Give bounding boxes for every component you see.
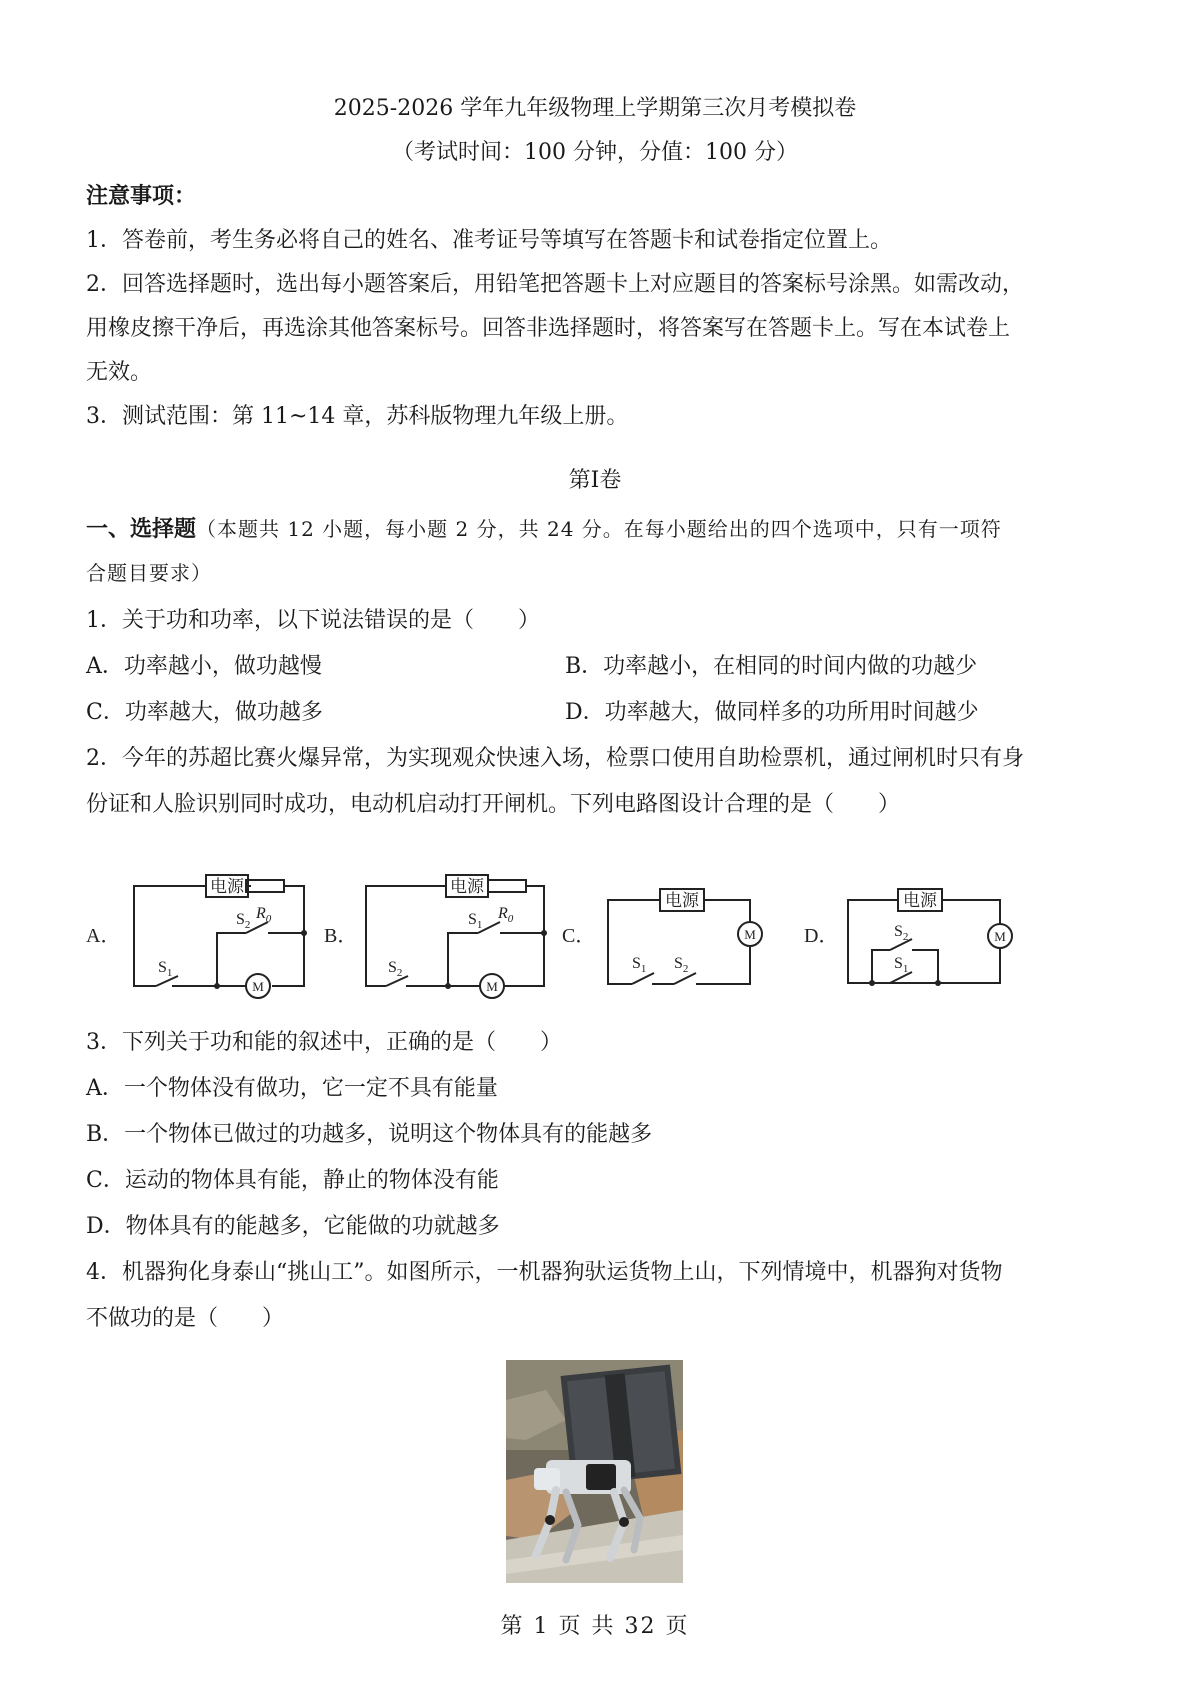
q3-option-b: B．一个物体已做过的功越多，说明这个物体具有的能越多: [86, 1122, 653, 1147]
q1-option-d: D．功率越大，做同样多的功所用时间越少: [565, 700, 979, 725]
page-footer: 第 1 页 共 32 页: [500, 1614, 690, 1639]
q4-stem-line1: 4．机器狗化身泰山“挑山工”。如图所示，一机器狗驮运货物上山，下列情境中，机器狗对货物: [86, 1260, 1003, 1285]
power-source-label: 电源: [903, 891, 937, 910]
switch-label: $S_1$: [894, 955, 909, 975]
exam-title: 2025-2026 学年九年级物理上学期第三次月考模拟卷: [333, 96, 857, 121]
power-source-label: 电源: [665, 891, 699, 910]
q1-option-a: A．功率越小，做功越慢: [86, 654, 322, 679]
q2-stem-line2: 份证和人脸识别同时成功，电动机启动打开闸机。下列电路图设计合理的是（ ）: [86, 792, 901, 817]
q3-stem: 3．下列关于功和能的叙述中，正确的是（ ）: [86, 1030, 562, 1055]
circuit-label-b: B．: [324, 925, 358, 947]
switch-label: $S_1$: [632, 955, 647, 975]
notice-item-2-line2: 用橡皮擦干净后，再选涂其他答案标号。回答非选择题时，将答案写在答题卡上。写在本试卷上: [86, 316, 1011, 341]
power-source-label: 电源: [210, 877, 244, 896]
motor-symbol: M: [994, 929, 1006, 944]
section-heading: [86, 514, 1106, 545]
resistor-label: $R_0$: [498, 905, 514, 925]
circuit-label-c: C．: [562, 925, 596, 947]
switch-label: $S_2$: [674, 955, 689, 975]
q1-option-c: C．功率越大，做功越多: [86, 700, 323, 725]
notice-item-3: 3．测试范围：第 11~14 章，苏科版物理九年级上册。: [86, 404, 629, 429]
notice-item-2-line3: 无效。: [86, 360, 153, 385]
notice-item-1: 1．答卷前，考生务必将自己的姓名、准考证号等填写在答题卡和试卷指定位置上。: [86, 228, 892, 253]
robot-dog-photo: [506, 1360, 683, 1583]
circuit-label-d: D．: [804, 925, 839, 947]
section-note-line2: 合题目要求）: [86, 561, 212, 585]
motor-symbol: M: [744, 927, 756, 942]
switch-label: $S_1$: [468, 911, 483, 931]
motor-symbol: M: [252, 979, 264, 994]
resistor-label: $R_0$: [256, 905, 272, 925]
q3-option-a: A．一个物体没有做功，它一定不具有能量: [86, 1076, 498, 1101]
motor-symbol: M: [486, 979, 498, 994]
switch-label: $S_2$: [388, 959, 403, 979]
q4-stem-line2: 不做功的是（ ）: [86, 1306, 285, 1331]
volume-label: 第Ⅰ卷: [568, 468, 622, 493]
q3-option-c: C．运动的物体具有能，静止的物体没有能: [86, 1168, 499, 1193]
exam-subtitle: （考试时间：100 分钟，分值：100 分）: [392, 140, 798, 165]
q2-circuit-diagrams: [86, 840, 1046, 1010]
q3-option-d: D．物体具有的能越多，它能做的功就越多: [86, 1214, 500, 1239]
circuit-svg: [86, 840, 1046, 1010]
notice-heading: 注意事项：: [86, 184, 197, 209]
q1-option-b: B．功率越小，在相同的时间内做的功越少: [565, 654, 978, 679]
switch-label: $S_2$: [894, 923, 909, 943]
switch-label: $S_2$: [236, 911, 251, 931]
section-title: 一、选择题: [86, 517, 197, 542]
power-source-label: 电源: [450, 877, 484, 896]
section-note-line1: （本题共 12 小题，每小题 2 分，共 24 分。在每小题给出的四个选项中，只有一项符: [196, 517, 1002, 541]
switch-label: $S_1$: [158, 959, 173, 979]
q1-stem: 1．关于功和功率，以下说法错误的是（ ）: [86, 608, 540, 633]
notice-item-2-line1: 2．回答选择题时，选出每小题答案后，用铅笔把答题卡上对应题目的答案标号涂黑。如需改动，: [86, 272, 1025, 297]
q2-stem-line1: 2．今年的苏超比赛火爆异常，为实现观众快速入场，检票口使用自助检票机，通过闸机时只有身: [86, 746, 1025, 771]
circuit-label-a: A．: [86, 925, 121, 947]
